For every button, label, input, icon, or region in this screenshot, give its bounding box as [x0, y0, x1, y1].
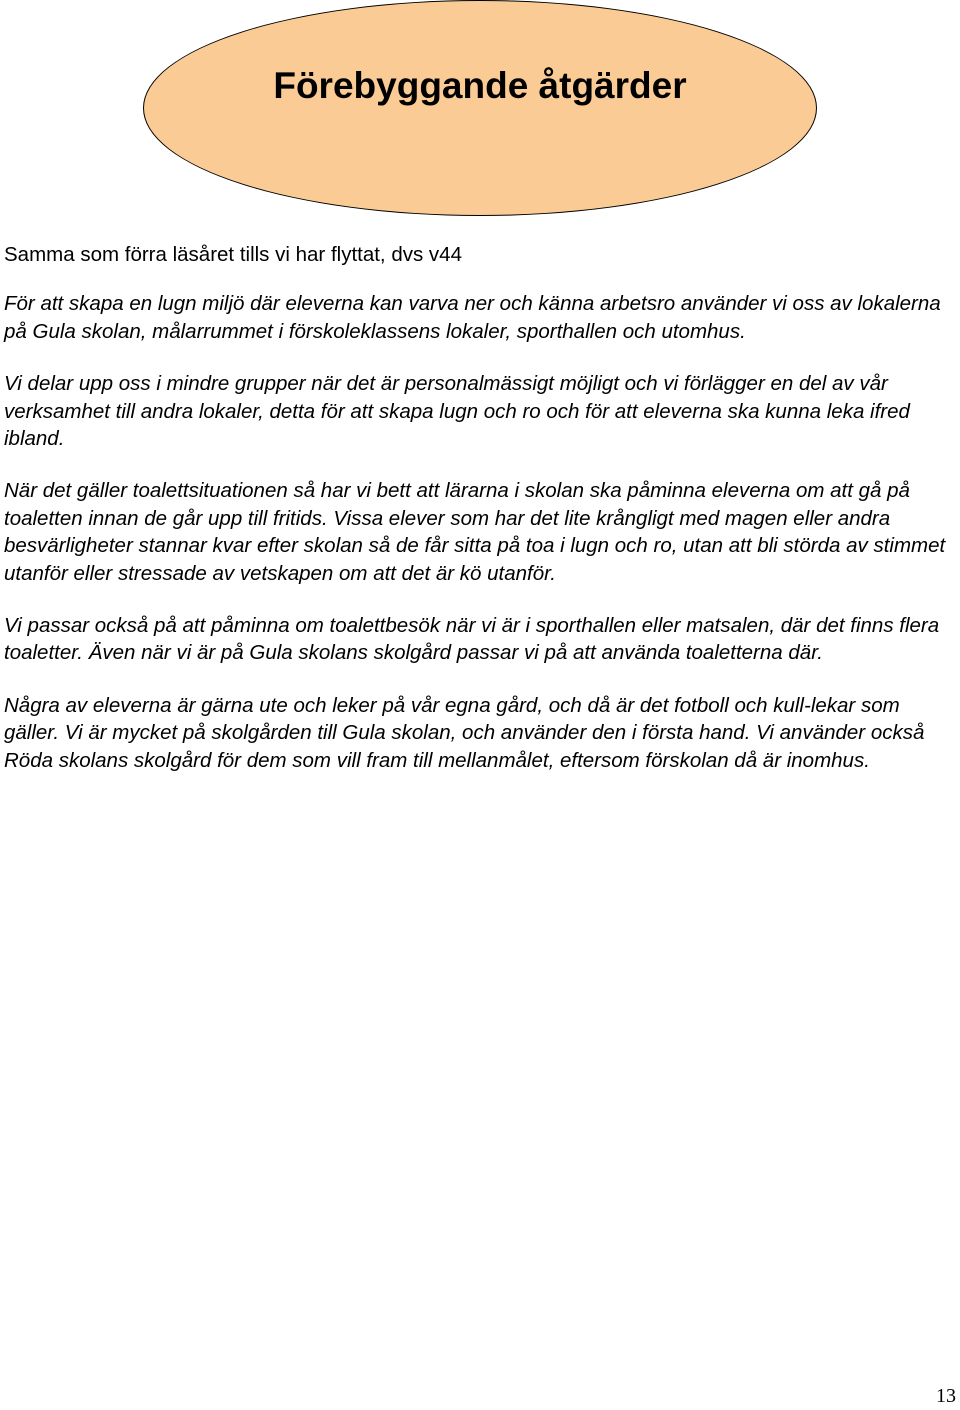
paragraph-toilet-situation: När det gäller toalettsituationen så har vi bett att lärarna i skolan ska påminna eleverna om att gå på toaletten innan de går upp till fritids. Vissa elever som har det lite krångligt med magen eller andra besvärligheter stannar kvar efter skolan så de får sitta på toa i lugn och ro, utan att bli störda av stimmet utanför eller stressade av vetskapen om att det är kö utanför. — [4, 479, 946, 585]
paragraph-groups: Vi delar upp oss i mindre grupper när det är personalmässigt möjligt och vi förlägger en del av vår verksamhet till andra lokaler, detta för att skapa lugn och ro och för att eleverna ska kunna leka ifred ibland. — [4, 372, 910, 451]
document-body — [4, 241, 958, 799]
paragraph-premises: För att skapa en lugn miljö där eleverna kan varva ner och känna arbetsro använder vi oss av lokalerna på Gula skolan, målarrummet i förskoleklassens lokaler, sporthallen och utomhus. — [4, 292, 941, 343]
paragraph-toilet-reminders: Vi passar också på att påminna om toalettbesök när vi är i sporthallen eller matsalen, där det finns flera toaletter. Även när vi är på Gula skolans skolgård passar vi på att använda toaletterna där. — [4, 614, 940, 665]
page-number: 13 — [936, 1385, 956, 1407]
paragraph-schoolyard: Några av eleverna är gärna ute och leker på vår egna gård, och då är det fotboll och kull-lekar som gäller. Vi är mycket på skolgården till Gula skolan, och använder den i första hand. Vi använder också Röda skolans skolgård för dem som vill fram till mellanmålet, eftersom förskolan då är inomhus. — [4, 693, 925, 772]
intro-text: Samma som förra läsåret tills vi har flyttat, dvs v44 — [4, 243, 462, 266]
page-title: Förebyggande åtgärder — [273, 65, 687, 106]
